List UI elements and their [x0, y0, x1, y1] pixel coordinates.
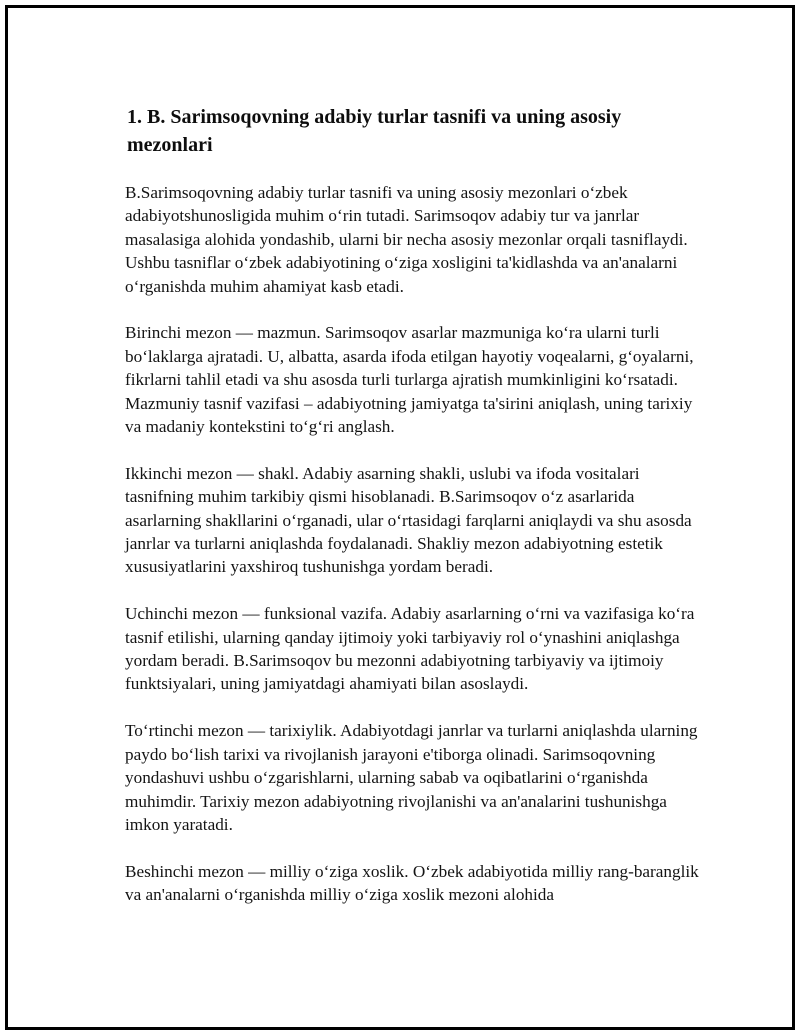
- paragraph-criterion-3: Uchinchi mezon — funksional vazifa. Adabiy asarlarning o‘rni va vazifasiga ko‘ra tasnif etilishi, ularning qanday ijtimoiy yoki tarbiyaviy rol o‘ynashini aniqlashga yordam beradi. B.Sarimsoqov bu mezonni adabiyotning tarbiyaviy va ijtimoiy funktsiyalari, uning jamiyatdagi ahamiyati bilan asoslaydi.: [125, 604, 695, 694]
- paragraph-criterion-2: Ikkinchi mezon — shakl. Adabiy asarning shakli, uslubi va ifoda vositalari tasnifning muhim tarkibiy qismi hisoblanadi. B.Sarimsoqov o‘z asarlarida asarlarning shakllarini o‘rganadi, ular o‘rtasidagi farqlarni aniqlaydi va shu asosda janrlar va turlarni aniqlashda foydalanadi. Shakliy mezon adabiyotning estetik xususiyatlarini yaxshiroq tushunishga yordam beradi.: [125, 463, 692, 577]
- page-frame: [5, 5, 795, 1030]
- document-body: [123, 103, 703, 930]
- paragraph-criterion-1: Birinchi mezon — mazmun. Sarimsoqov asarlar mazmuniga ko‘ra ularni turli bo‘laklarga ajratadi. U, albatta, asarda ifoda etilgan hayotiy voqealarni, g‘oyalarni, fikrlarni tahlil etadi va shu asosda turli turlarga ajratish mumkinligini ko‘rsatadi. Mazmuniy tasnif vazifasi – adabiyotning jamiyatga ta'sirini aniqlash, uning tarixiy va madaniy kontekstini to‘g‘ri anglash.: [125, 323, 694, 437]
- paragraph-intro: B.Sarimsoqovning adabiy turlar tasnifi va uning asosiy mezonlari o‘zbek adabiyotshunosligida muhim o‘rin tutadi. Sarimsoqov adabiy tur va janrlar masalasiga alohida yondashib, ularni bir necha asosiy mezonlar orqali tasniflaydi. Ushbu tasniflar o‘zbek adabiyotining o‘ziga xosligini ta'kidlashda va an'analarni o‘rganishda muhim ahamiyat kasb etadi.: [125, 183, 688, 296]
- paragraph-criterion-4: To‘rtinchi mezon — tarixiylik. Adabiyotdagi janrlar va turlarni aniqlashda ularning paydo bo‘lish tarixi va rivojlanish jarayoni e'tiborga olinadi. Sarimsoqovning yondashuvi ushbu o‘zgarishlarni, ularning sabab va oqibatlarini o‘rganishda muhimdir. Tarixiy mezon adabiyotning rivojlanishi va an'analarini tushunishga imkon yaratadi.: [125, 721, 698, 834]
- paragraph-criterion-5: Beshinchi mezon — milliy o‘ziga xoslik. O‘zbek adabiyotida milliy rang-baranglik va an'analarni o‘rganishda milliy o‘ziga xoslik mezoni alohida: [125, 861, 699, 905]
- section-heading: 1. B. Sarimsoqovning adabiy turlar tasnifi va uning asosiy mezonlari: [127, 106, 622, 156]
